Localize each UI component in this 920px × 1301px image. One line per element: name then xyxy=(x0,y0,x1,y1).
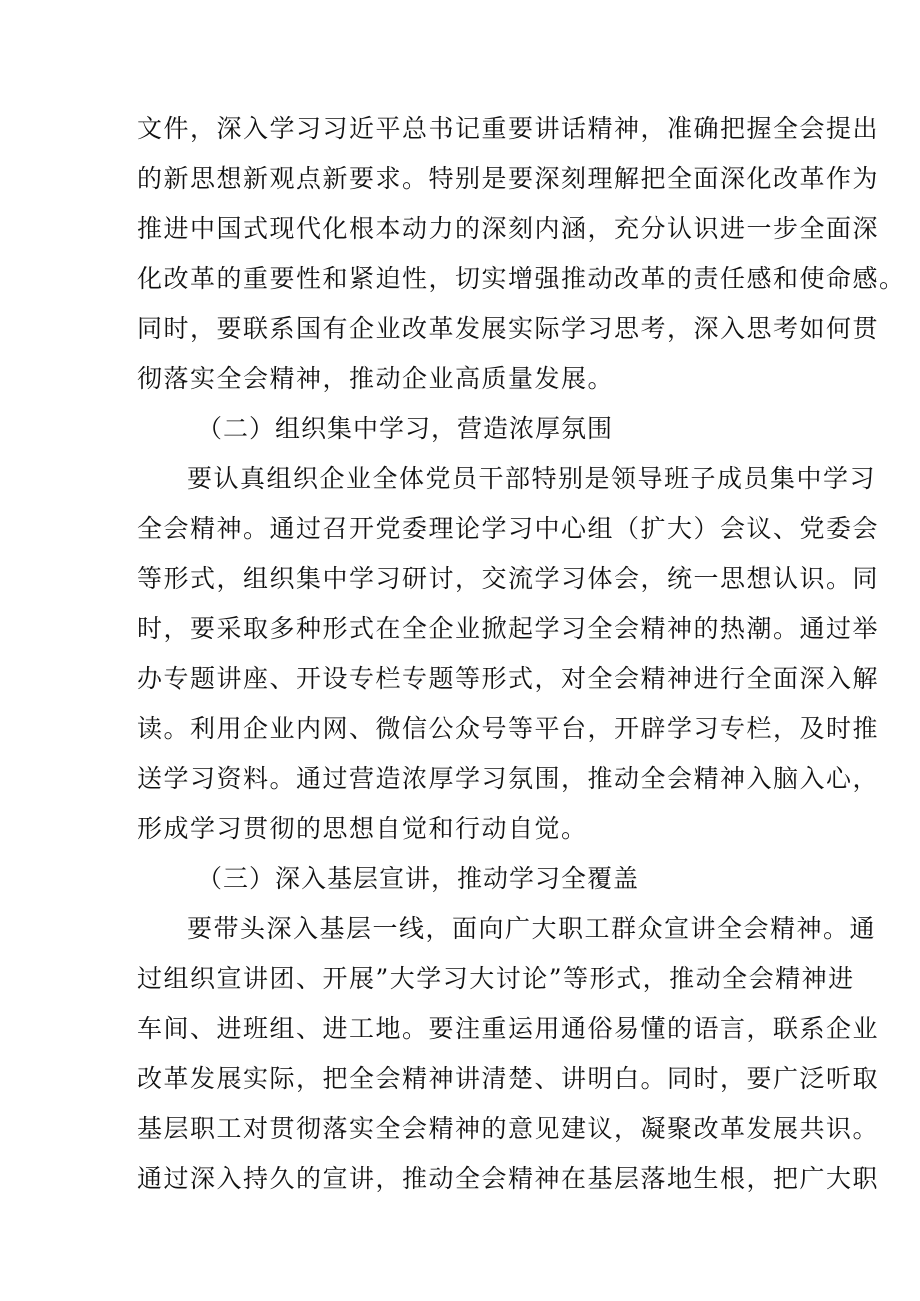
body-line: 改革发展实际，把全会精神讲清楚、讲明白。同时，要广泛听取 xyxy=(137,1064,880,1093)
body-line: 车间、进班组、进工地。要注重运用通俗易懂的语言，联系企业 xyxy=(137,1014,880,1043)
body-line: 要认真组织企业全体党员干部特别是领导班子成员集中学习 xyxy=(187,464,877,493)
body-line: 文件，深入学习习近平总书记重要讲话精神，准确把握全会提出 xyxy=(137,114,880,143)
body-line: 等形式，组织集中学习研讨，交流学习体会，统一思想认识。同 xyxy=(137,564,880,593)
body-line: 形成学习贯彻的思想自觉和行动自觉。 xyxy=(137,814,588,843)
body-line: 送学习资料。通过营造浓厚学习氛围，推动全会精神入脑入心， xyxy=(137,764,880,793)
section-heading-2: （二）组织集中学习，营造浓厚氛围 xyxy=(197,414,614,443)
body-line: 基层职工对贯彻落实全会精神的意见建议，凝聚改革发展共识。 xyxy=(137,1114,880,1143)
section-heading-3: （三）深入基层宣讲，推动学习全覆盖 xyxy=(197,864,640,893)
body-line: 推进中国式现代化根本动力的深刻内涵，充分认识进一步全面深 xyxy=(137,214,880,243)
body-line: 要带头深入基层一线，面向广大职工群众宣讲全会精神。通 xyxy=(187,914,877,943)
body-line: 过组织宣讲团、开展”大学习大讨论”等形式，推动全会精神进 xyxy=(137,964,855,993)
body-line: 读。利用企业内网、微信公众号等平台，开辟学习专栏，及时推 xyxy=(137,714,880,743)
body-line: 同时，要联系国有企业改革发展实际学习思考，深入思考如何贯 xyxy=(137,314,880,343)
body-line: 化改革的重要性和紧迫性，切实增强推动改革的责任感和使命感。 xyxy=(137,264,906,293)
body-line: 时，要采取多种形式在全企业掀起学习全会精神的热潮。通过举 xyxy=(137,614,880,643)
body-line: 全会精神。通过召开党委理论学习中心组（扩大）会议、党委会 xyxy=(137,514,880,543)
body-line: 的新思想新观点新要求。特别是要深刻理解把全面深化改革作为 xyxy=(137,164,880,193)
body-line: 办专题讲座、开设专栏专题等形式，对全会精神进行全面深入解 xyxy=(137,664,880,693)
body-line: 通过深入持久的宣讲，推动全会精神在基层落地生根，把广大职 xyxy=(137,1164,880,1193)
body-line: 彻落实全会精神，推动企业高质量发展。 xyxy=(137,364,615,393)
